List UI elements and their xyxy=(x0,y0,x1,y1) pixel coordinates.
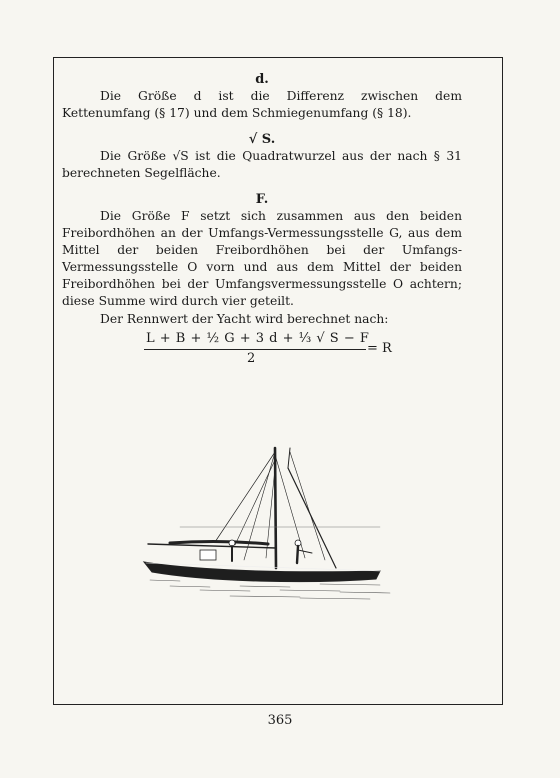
formula-numerator: L + B + ½ G + 3 d + ⅓ √ S − F xyxy=(146,331,370,346)
heading-d: d. xyxy=(255,72,269,87)
heading-f: F. xyxy=(255,192,269,207)
sailboat-icon xyxy=(140,440,400,615)
page-number: 365 xyxy=(267,713,293,728)
paragraph-d: Die Größe d ist die Differenz zwischen dem Kettenumfang (§ 17) und dem Schmiegenumfang (§ 18). xyxy=(62,89,462,120)
paragraph-f: Die Größe F setzt sich zusammen aus den beiden Freibordhöhen an der Umfangs-Vermessungsstelle G, aus dem Mittel der beiden Freibordhöhen bei der Umfangs-Vermessungsstelle O vorn und aus dem Mittel der beiden Freibordhöhen bei der Umfangsvermessungsstelle O achtern; diese Summe wird durch vier geteilt. xyxy=(62,209,462,308)
paragraph-sqrt-s: Die Größe √S ist die Quadratwurzel aus der nach § 31 berechneten Segelfläche. xyxy=(62,149,462,180)
formula-result: = R xyxy=(367,341,392,356)
fraction-bar xyxy=(144,349,366,350)
formula-denominator: 2 xyxy=(247,351,256,366)
heading-sqrt-s: √ S. xyxy=(248,132,276,147)
page-content xyxy=(62,72,462,371)
rating-intro: Der Rennwert der Yacht wird berechnet nach: xyxy=(100,312,389,326)
rating-formula xyxy=(62,331,462,371)
